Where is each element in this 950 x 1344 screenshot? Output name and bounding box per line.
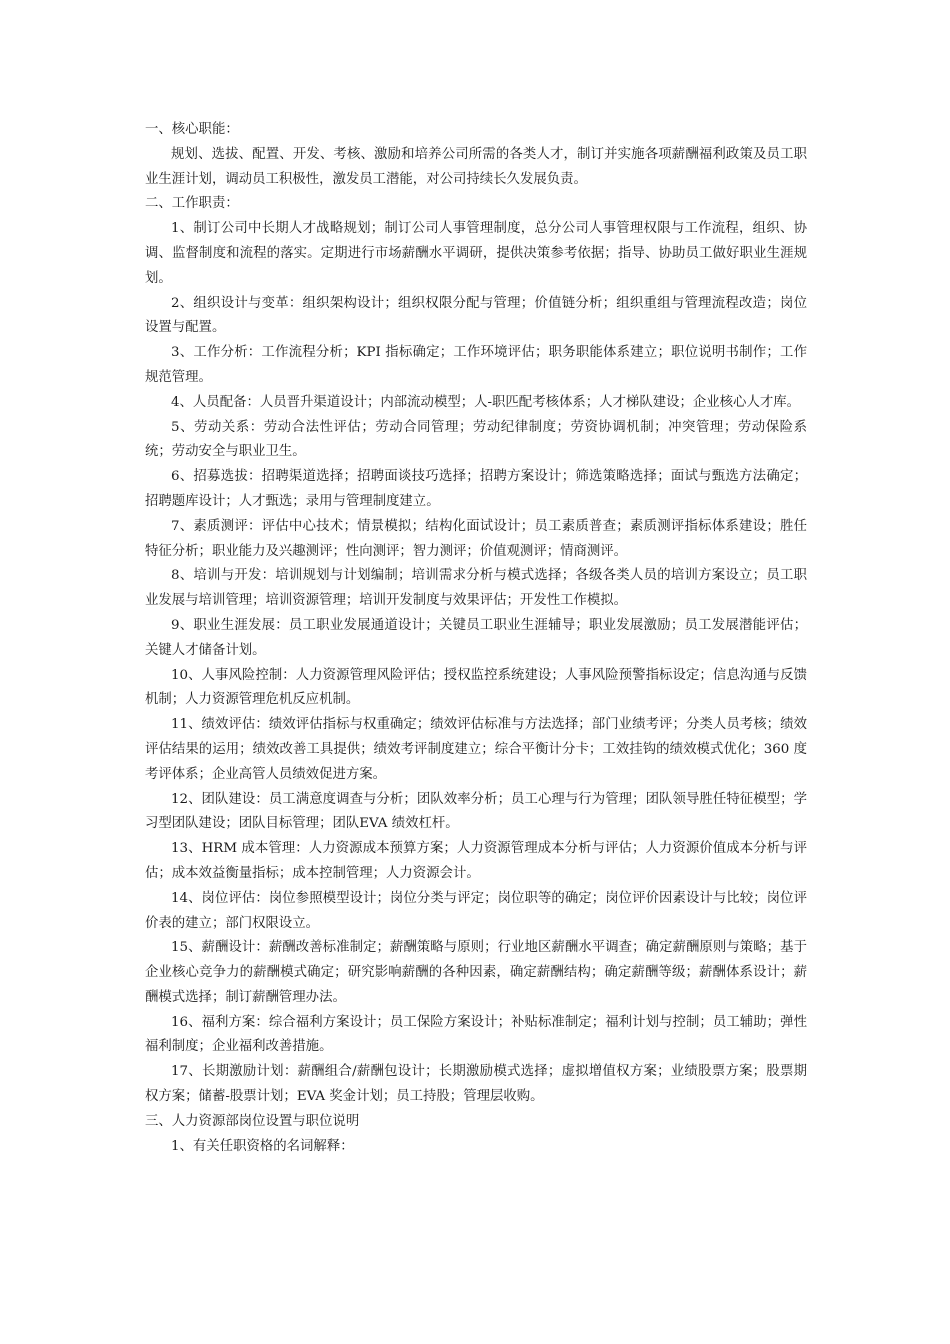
- document-page: [145, 118, 807, 1159]
- section-heading: 二、工作职责：: [145, 196, 239, 212]
- section-heading: 三、人力资源部岗位设置与职位说明: [145, 1113, 360, 1129]
- duty-item: 16、福利方案：综合福利方案设计；员工保险方案设计；补贴标准制定；福利计划与控制；员工辅助；弹性福利制度；企业福利改善措施。: [145, 1014, 807, 1055]
- duty-item: 6、招募选拔：招聘渠道选择；招聘面谈技巧选择；招聘方案设计；筛选策略选择；面试与甄选方法确定；招聘题库设计；人才甄选；录用与管理制度建立。: [145, 469, 807, 509]
- duty-item: 8、培训与开发：培训规划与计划编制；培训需求分析与模式选择；各级各类人员的培训方案设立；员工职业发展与培训管理；培训资源管理；培训开发制度与效果评估；开发性工作模拟。: [145, 568, 807, 609]
- duty-item: 1、制订公司中长期人才战略规划；制订公司人事管理制度，总分公司人事管理权限与工作流程，组织、协调、监督制度和流程的落实。定期进行市场薪酬水平调研，提供决策参考依据；指导、协助员工做好职业生涯规划。: [145, 221, 807, 286]
- paragraph: 规划、选拔、配置、开发、考核、激励和培养公司所需的各类人才，制订并实施各项薪酬福利政策及员工职业生涯计划，调动员工积极性，激发员工潜能，对公司持续长久发展负责。: [145, 146, 807, 187]
- duty-item: 3、工作分析：工作流程分析；KPI 指标确定；工作环境评估；职务职能体系建立；职位说明书制作；工作规范管理。: [145, 345, 807, 385]
- section-heading: 一、核心职能：: [145, 122, 239, 137]
- section-hr-positions: [145, 1110, 807, 1160]
- duty-item: 7、素质测评：评估中心技术；情景模拟；结构化面试设计；员工素质普查；素质测评指标体系建设；胜任特征分析；职业能力及兴趣测评；性向测评；智力测评；价值观测评；情商测评。: [145, 518, 807, 559]
- section-job-duties: [145, 192, 807, 1109]
- duty-item: 4、人员配备：人员晋升渠道设计；内部流动模型；人-职匹配考核体系；人才梯队建设；企业核心人才库。: [171, 394, 801, 410]
- duty-item: 10、人事风险控制：人力资源管理风险评估；授权监控系统建设；人事风险预警指标设定；信息沟通与反馈机制；人力资源管理危机反应机制。: [145, 667, 807, 708]
- paragraph: 1、有关任职资格的名词解释：: [171, 1138, 354, 1154]
- duty-item: 13、HRM 成本管理：人力资源成本预算方案；人力资源管理成本分析与评估；人力资源价值成本分析与评估；成本效益衡量指标；成本控制管理；人力资源会计。: [145, 841, 807, 881]
- duty-item: 9、职业生涯发展：员工职业发展通道设计；关键员工职业生涯辅导；职业发展激励；员工发展潜能评估；关键人才储备计划。: [145, 617, 807, 658]
- section-core-functions: [145, 118, 807, 192]
- duty-item: 15、薪酬设计：薪酬改善标准制定；薪酬策略与原则；行业地区薪酬水平调查；确定薪酬原则与策略；基于企业核心竞争力的薪酬模式确定；研究影响薪酬的各种因素，确定薪酬结构；确定薪酬等级；薪酬体系设计；薪酬模式选择；制订薪酬管理办法。: [145, 940, 807, 1005]
- duty-item: 12、团队建设：员工满意度调查与分析；团队效率分析；员工心理与行为管理；团队领导胜任特征模型；学习型团队建设；团队目标管理；团队EVA 绩效杠杆。: [145, 791, 807, 832]
- duty-item: 5、劳动关系：劳动合法性评估；劳动合同管理；劳动纪律制度；劳资协调机制；冲突管理；劳动保险系统；劳动安全与职业卫生。: [145, 419, 807, 460]
- duty-item: 17、长期激励计划：薪酬组合/薪酬包设计；长期激励模式选择；虚拟增值权方案；业绩股票方案；股票期权方案；储蓄-股票计划；EVA 奖金计划；员工持股；管理层收购。: [145, 1064, 807, 1105]
- duty-item: 2、组织设计与变革：组织架构设计；组织权限分配与管理；价值链分析；组织重组与管理流程改造；岗位设置与配置。: [145, 295, 807, 336]
- duty-item: 14、岗位评估：岗位参照模型设计；岗位分类与评定；岗位职等的确定；岗位评价因素设计与比较；岗位评价表的建立；部门权限设立。: [145, 890, 807, 931]
- duty-item: 11、绩效评估：绩效评估指标与权重确定；绩效评估标准与方法选择；部门业绩考评；分类人员考核；绩效评估结果的运用；绩效改善工具提供；绩效考评制度建立；综合平衡计分卡；工效挂钩的绩效模式优化；360 度考评体系；企业高管人员绩效促进方案。: [145, 717, 807, 782]
